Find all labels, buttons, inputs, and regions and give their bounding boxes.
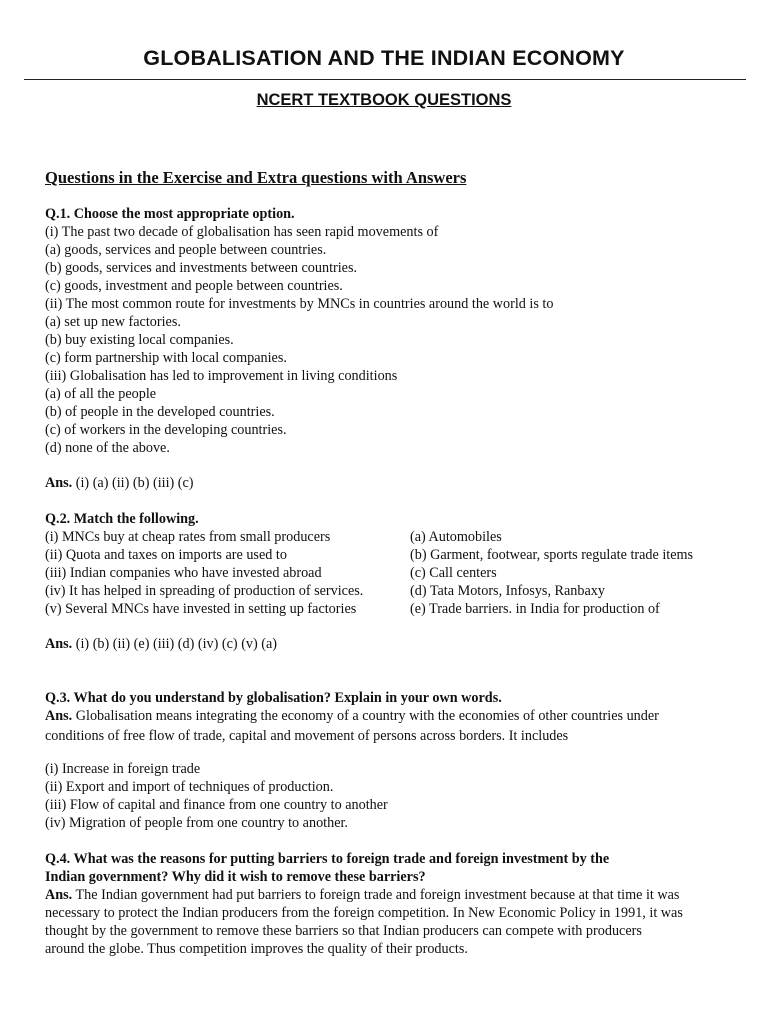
q4-answer-line: necessary to protect the Indian producers from the foreign competition. In New Economic Policy in 1991, it was (45, 905, 683, 921)
q2-right-item: (e) Trade barriers. in India for production of (410, 601, 660, 617)
q1-line: (ii) The most common route for investments by MNCs in countries around the world is to (45, 296, 554, 312)
q2-right-item: (a) Automobiles (410, 529, 502, 545)
q4-question: Q.4. What was the reasons for putting barriers to foreign trade and foreign investment by the (45, 851, 610, 867)
q2-left-item: (iii) Indian companies who have invested abroad (45, 565, 322, 581)
q3-point: (iii) Flow of capital and finance from one country to another (45, 797, 388, 813)
q2-right-item: (c) Call centers (410, 565, 497, 581)
q3-point: (iv) Migration of people from one country to another. (45, 815, 348, 831)
q1-line: (c) of workers in the developing countries. (45, 422, 287, 438)
q4-answer (45, 886, 679, 904)
answer-label: Ans. (45, 475, 73, 491)
q4-answer-line: thought by the government to remove these barriers so that Indian producers can compete with producers (45, 923, 642, 939)
answer-text: Globalisation means integrating the economy of a country with the economies of other countries under (72, 708, 659, 724)
q1-line: (a) of all the people (45, 386, 157, 402)
q3-point: (i) Increase in foreign trade (45, 761, 201, 777)
q1-question: Q.1. Choose the most appropriate option. (45, 206, 295, 222)
q1-line: (a) set up new factories. (45, 314, 181, 330)
title-divider (24, 79, 746, 80)
q2-question: Q.2. Match the following. (45, 511, 199, 527)
q1-line: (a) goods, services and people between countries. (45, 242, 327, 258)
q3-question: Q.3. What do you understand by globalisation? Explain in your own words. (45, 690, 502, 706)
q1-line: (b) goods, services and investments between countries. (45, 260, 358, 276)
document-subtitle: NCERT TEXTBOOK QUESTIONS (256, 91, 512, 109)
q2-left-item: (v) Several MNCs have invested in setting up factories (45, 601, 357, 617)
answer-text: (i) (a) (ii) (b) (iii) (c) (72, 475, 194, 491)
document-title: GLOBALISATION AND THE INDIAN ECONOMY (143, 46, 625, 70)
q2-left-item: (ii) Quota and taxes on imports are used to (45, 547, 287, 563)
q1-line: (c) goods, investment and people between countries. (45, 278, 343, 294)
q1-line: (iii) Globalisation has led to improvement in living conditions (45, 368, 398, 384)
q2-left-item: (i) MNCs buy at cheap rates from small producers (45, 529, 331, 545)
q1-line: (i) The past two decade of globalisation has seen rapid movements of (45, 224, 439, 240)
q1-answer (45, 474, 194, 492)
answer-text: The Indian government had put barriers to foreign trade and foreign investment because at that time it was (72, 887, 680, 903)
q4-answer-line: around the globe. Thus competition improves the quality of their products. (45, 941, 468, 957)
answer-label: Ans. (45, 636, 73, 652)
answer-text: (i) (b) (ii) (e) (iii) (d) (iv) (c) (v) (a) (72, 636, 278, 652)
q2-right-item: (b) Garment, footwear, sports regulate trade items (410, 547, 694, 563)
q1-line: (b) buy existing local companies. (45, 332, 234, 348)
answer-label: Ans. (45, 887, 73, 903)
q1-line: (b) of people in the developed countries. (45, 404, 275, 420)
section-heading: Questions in the Exercise and Extra questions with Answers (45, 168, 467, 187)
q3-point: (ii) Export and import of techniques of production. (45, 779, 334, 795)
q2-answer (45, 635, 277, 653)
q4-question: Indian government? Why did it wish to remove these barriers? (45, 869, 426, 885)
q3-answer (45, 707, 659, 725)
q2-right-item: (d) Tata Motors, Infosys, Ranbaxy (410, 583, 605, 599)
q1-line: (c) form partnership with local companies. (45, 350, 287, 366)
answer-label: Ans. (45, 708, 73, 724)
q3-answer-line: conditions of free flow of trade, capital and movement of persons across borders. It includes (45, 728, 569, 744)
q2-left-item: (iv) It has helped in spreading of production of services. (45, 583, 364, 599)
q1-line: (d) none of the above. (45, 440, 170, 456)
